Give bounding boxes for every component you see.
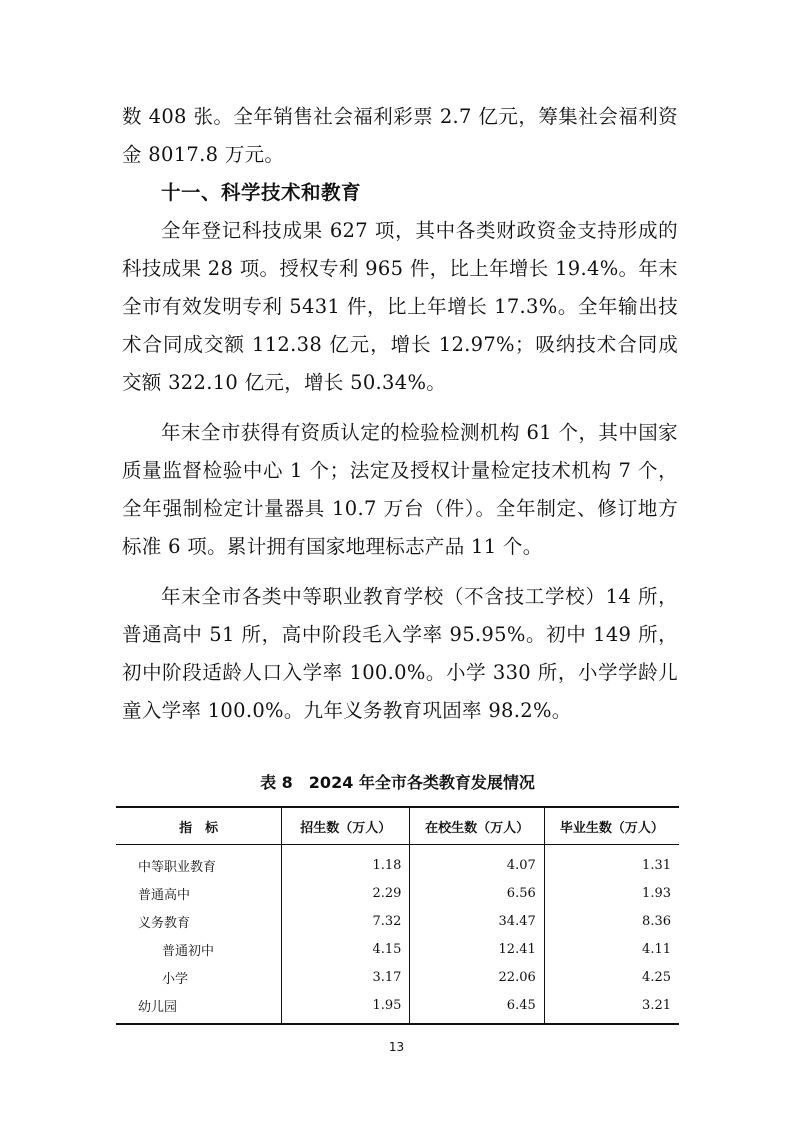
paragraph-education: 年末全市各类中等职业教育学校（不含技工学校）14 所，普通高中 51 所，高中阶段毛入学率 95.95%。初中 149 所，初中阶段适龄人口入学率 100.0%。小学 330 所，小学学龄儿童入学率 100.0%。九年义务教育巩固率 98.2%。 [122,585,678,722]
table-row [116,879,679,907]
header-students: 在校生数（万人） [410,807,544,845]
table-row [116,845,679,880]
document-body [122,98,678,730]
paragraph-inspection-standards: 年末全市获得有资质认定的检验检测机构 61 个，其中国家质量监督检验中心 1 个；法定及授权计量检定技术机构 7 个，全年强制检定计量器具 10.7 万台（件）。全年制定、修订地方标准 6 项。累计拥有国家地理标志产品 11 个。 [122,421,678,558]
enrollment-cell: 1.95 [282,991,410,1024]
students-cell: 22.06 [410,963,544,991]
graduates-cell: 4.11 [544,935,679,963]
enrollment-cell: 3.17 [282,963,410,991]
graduates-cell: 4.25 [544,963,679,991]
row-label: 普通初中 [162,943,215,959]
header-graduates: 毕业生数（万人） [544,807,679,845]
table-row [116,907,679,935]
students-cell: 4.07 [410,845,544,880]
row-label: 义务教育 [138,915,191,931]
section-heading-science-education: 十一、科学技术和教育 [161,181,362,204]
graduates-cell: 1.93 [544,879,679,907]
row-label: 普通高中 [138,887,191,903]
table-title: 表 8 2024 年全市各类教育发展情况 [260,773,535,792]
students-cell: 6.45 [410,991,544,1024]
enrollment-cell: 7.32 [282,907,410,935]
table-row [116,963,679,991]
graduates-cell: 1.31 [544,845,679,880]
graduates-cell: 8.36 [544,907,679,935]
education-table [116,806,679,1025]
students-cell: 12.41 [410,935,544,963]
row-label: 中等职业教育 [138,859,217,875]
page-number: 13 [388,1040,405,1054]
enrollment-cell: 1.18 [282,845,410,880]
students-cell: 6.56 [410,879,544,907]
header-enrollment: 招生数（万人） [282,807,410,845]
students-cell: 34.47 [410,907,544,935]
table-row [116,935,679,963]
row-label: 幼儿园 [116,991,282,1024]
table-row [116,991,679,1024]
enrollment-cell: 4.15 [282,935,410,963]
table-header-row [116,807,679,845]
header-indicator: 指 标 [116,807,282,845]
graduates-cell: 3.21 [544,991,679,1024]
paragraph-science-technology: 全年登记科技成果 627 项，其中各类财政资金支持形成的科技成果 28 项。授权专利 965 件，比上年增长 19.4%。年末全市有效发明专利 5431 件，比上年增长 17.3%。全年输出技术合同成交额 112.38 亿元，增长 12.97%；吸纳技术合同成交额 322.10 亿元，增长 50.34%。 [122,219,678,394]
enrollment-cell: 2.29 [282,879,410,907]
paragraph-welfare-lottery: 数 408 张。全年销售社会福利彩票 2.7 亿元，筹集社会福利资金 8017.8 万元。 [122,105,678,166]
row-label: 小学 [162,971,189,987]
